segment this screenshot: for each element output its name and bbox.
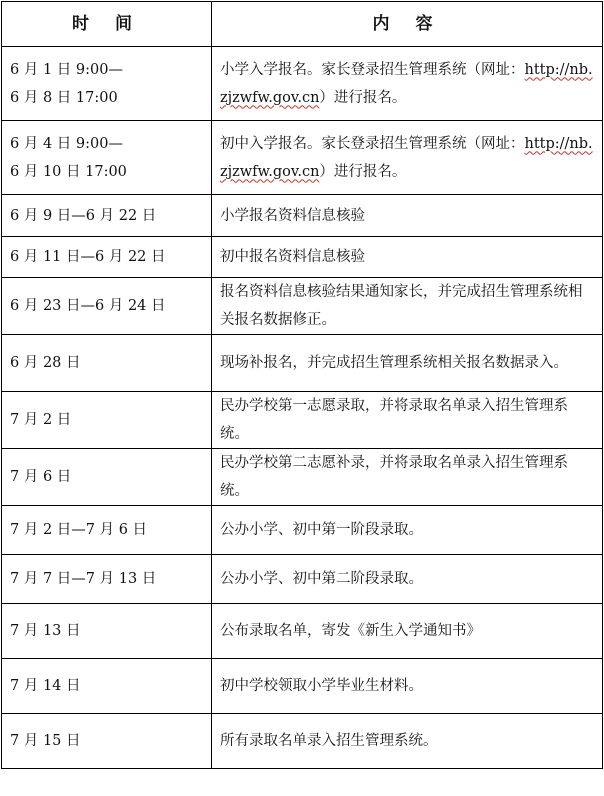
time-cell: 7 月 2 日—7 月 6 日 [2,506,212,555]
time-end: 6 月 10 日 17:00 [10,163,127,180]
table-row [2,449,603,506]
time-cell: 7 月 7 日—7 月 13 日 [2,555,212,604]
content-cell: 所有录取名单录入招生管理系统。 [212,714,603,769]
schedule-table [1,1,603,769]
time-cell: 6 月 9 日—6 月 22 日 [2,195,212,237]
table-row [2,121,603,195]
url-text: http://nb.zjzwfw.gov.cn [220,61,593,106]
url-text: http://nb.zjzwfw.gov.cn [220,135,593,180]
table-row [2,47,603,121]
table-row [2,659,603,714]
content-cell: 公办小学、初中第一阶段录取。 [212,506,603,555]
content-cell: 报名资料信息核验结果通知家长，并完成招生管理系统相关报名数据修正。 [212,278,603,335]
time-cell [2,47,212,121]
table-row [2,714,603,769]
time-cell: 6 月 11 日—6 月 22 日 [2,237,212,278]
time-end: 6 月 8 日 17:00 [10,89,118,106]
content-cell: 民办学校第二志愿补录，并将录取名单录入招生管理系统。 [212,449,603,506]
time-cell: 7 月 15 日 [2,714,212,769]
content-cell [212,121,603,195]
content-text-end: ）进行报名。 [319,89,407,106]
table-row [2,506,603,555]
table-row [2,555,603,604]
content-cell: 现场补报名，并完成招生管理系统相关报名数据录入。 [212,335,603,392]
table-header-row [2,2,603,47]
header-time: 时 间 [2,2,212,47]
table-row [2,195,603,237]
content-cell: 小学报名资料信息核验 [212,195,603,237]
table-row [2,392,603,449]
time-cell [2,121,212,195]
table-row [2,237,603,278]
time-start: 6 月 1 日 9:00— [10,61,123,78]
table-row [2,278,603,335]
time-cell: 7 月 2 日 [2,392,212,449]
time-cell: 6 月 23 日—6 月 24 日 [2,278,212,335]
header-content: 内 容 [212,2,603,47]
content-text-end: ）进行报名。 [319,163,407,180]
content-cell: 民办学校第一志愿录取，并将录取名单录入招生管理系统。 [212,392,603,449]
time-cell: 6 月 28 日 [2,335,212,392]
time-cell: 7 月 13 日 [2,604,212,659]
table-row [2,604,603,659]
time-cell: 7 月 6 日 [2,449,212,506]
table-row [2,335,603,392]
time-cell: 7 月 14 日 [2,659,212,714]
content-cell: 初中报名资料信息核验 [212,237,603,278]
content-text: 小学入学报名。家长登录招生管理系统（网址： [220,61,525,78]
content-cell: 公办小学、初中第二阶段录取。 [212,555,603,604]
content-cell: 公布录取名单，寄发《新生入学通知书》 [212,604,603,659]
content-text: 初中入学报名。家长登录招生管理系统（网址： [220,135,525,152]
time-start: 6 月 4 日 9:00— [10,135,123,152]
content-cell: 初中学校领取小学毕业生材料。 [212,659,603,714]
content-cell [212,47,603,121]
